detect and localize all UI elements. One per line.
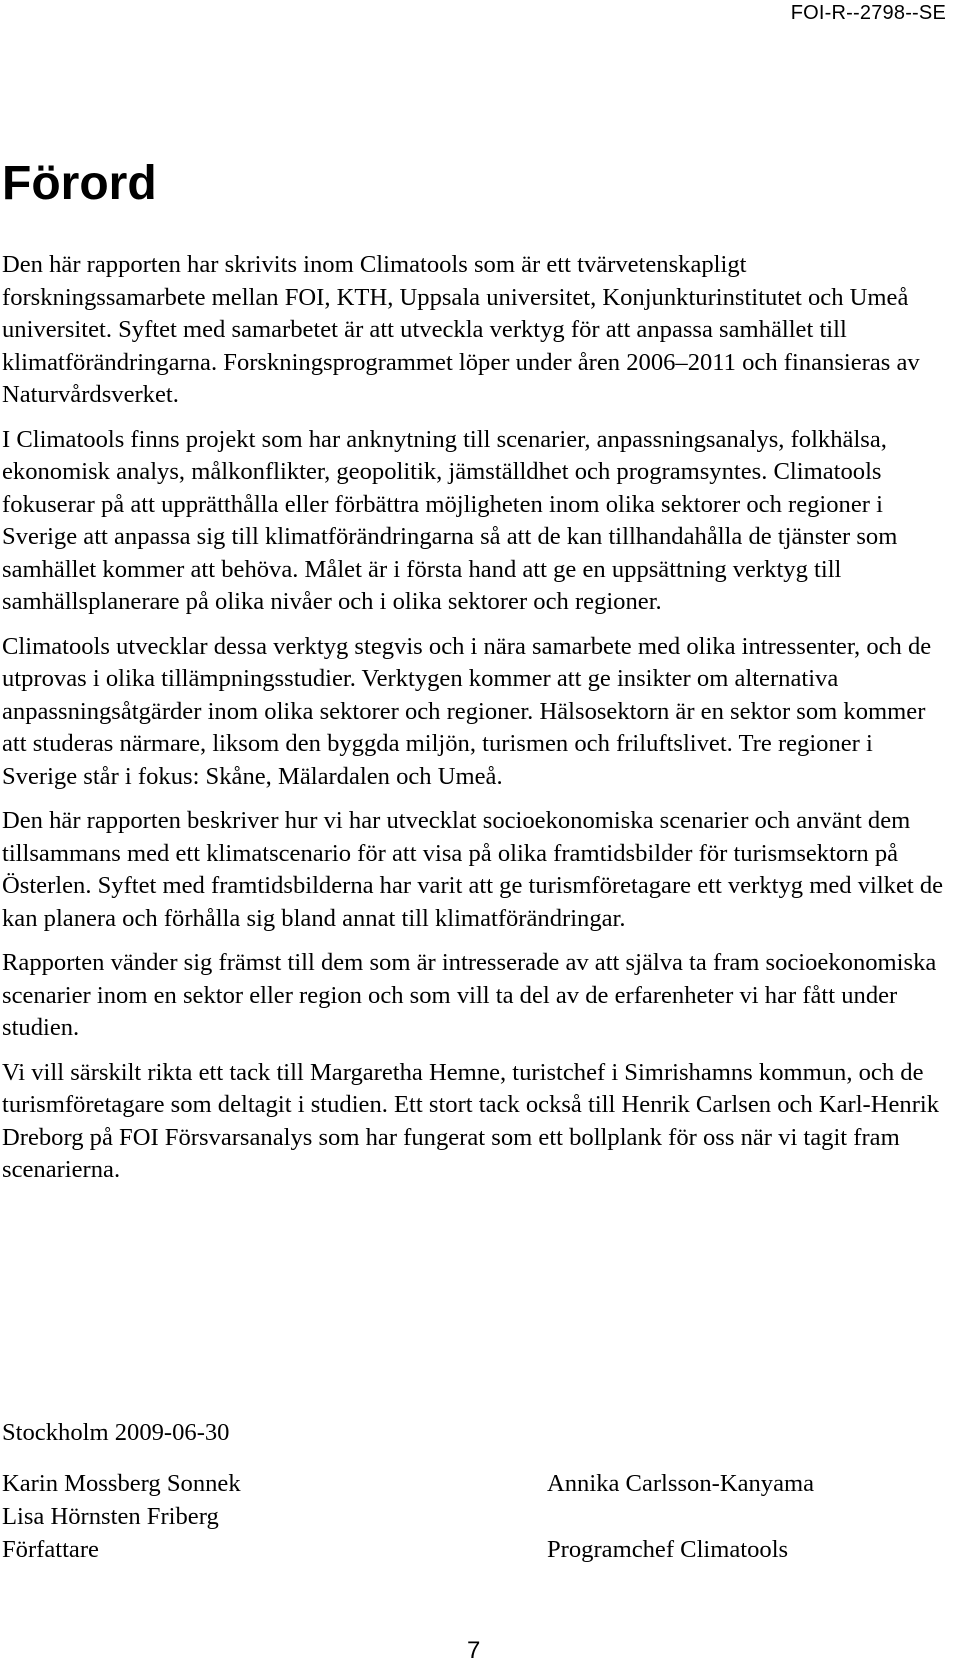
author-name-1: Karin Mossberg Sonnek [2,1470,241,1497]
author-role: Författare [2,1536,99,1563]
signature-left [2,1467,241,1566]
body-text [2,249,950,1199]
program-chief-role: Programchef Climatools [547,1536,789,1563]
paragraph-6: Vi vill särskilt rikta ett tack till Margaretha Hemne, turistchef i Simrishamns kommun, och de turismföretagare som deltagit i studien. Ett stort tack också till Henrik Carlsen och Karl-Henrik Dreborg på FOI Försvarsanalys som har fungerat som ett bollplank för oss när vi tagit fram scenarierna. [2,1058,940,1183]
paragraph-3: Climatools utvecklar dessa verktyg stegvis och i nära samarbete med olika intressenter, och de utprovas i olika tillämpningsstudier. Verktygen kommer att ge insikter om alternativa anpassningsåtgärder inom olika sektorer och regioner. Hälsosektorn är en sektor som kommer att studeras närmare, liksom den byggda miljön, turismen och friluftslivet. Tre regioner i Sverige står i fokus: Skåne, Mälardalen och Umeå. [2,632,932,790]
paragraph-5: Rapporten vänder sig främst till dem som är intresserade av att själva ta fram socioekonomiska scenarier inom en sektor eller region och som vill ta del av de erfarenheter vi har fått under studien. [2,949,937,1041]
program-chief-name: Annika Carlsson-Kanyama [547,1470,815,1497]
page-title: Förord [2,157,157,210]
paragraph-1: Den här rapporten har skrivits inom Climatools som är ett tvärvetenskapligt forskningssamarbete mellan FOI, KTH, Uppsala universitet, Konjunkturinstitutet och Umeå universitet. Syftet med samarbetet är att utveckla verktyg för att anpassa samhället till klimatförändringarna. Forskningsprogrammet löper under åren 2006–2011 och finansieras av Naturvårdsverket. [2,251,920,408]
paragraph-2: I Climatools finns projekt som har anknytning till scenarier, anpassningsanalys, folkhälsa, ekonomisk analys, målkonflikter, geopolitik, jämställdhet och programsyntes. Climatools fokuserar på att upprätthålla eller förbättra möjligheten inom olika sektorer och regioner i Sverige att anpassa sig till klimatförändringarna så att de kan tillhandahålla de tjänster som samhället kommer att behöva. Målet är i första hand att ge en uppsättning verktyg till samhällsplanerare på olika nivåer och i olika sektorer och regioner. [2,425,898,615]
signature-right [547,1467,814,1566]
place-date: Stockholm 2009-06-30 [2,1419,230,1446]
page-number: 7 [467,1637,481,1664]
author-name-2: Lisa Hörnsten Friberg [2,1503,219,1530]
document-id: FOI-R--2798--SE [790,2,946,24]
signature-gap [547,1500,814,1533]
paragraph-4: Den här rapporten beskriver hur vi har utvecklat socioekonomiska scenarier och använt dem tillsammans med ett klimatscenario för att visa på olika framtidsbilder för turismsektorn på Österlen. Syftet med framtidsbilderna har varit att ge turismföretagare ett verktyg med vilket de kan planera och förhålla sig bland annat till klimatförändringar. [2,807,944,932]
